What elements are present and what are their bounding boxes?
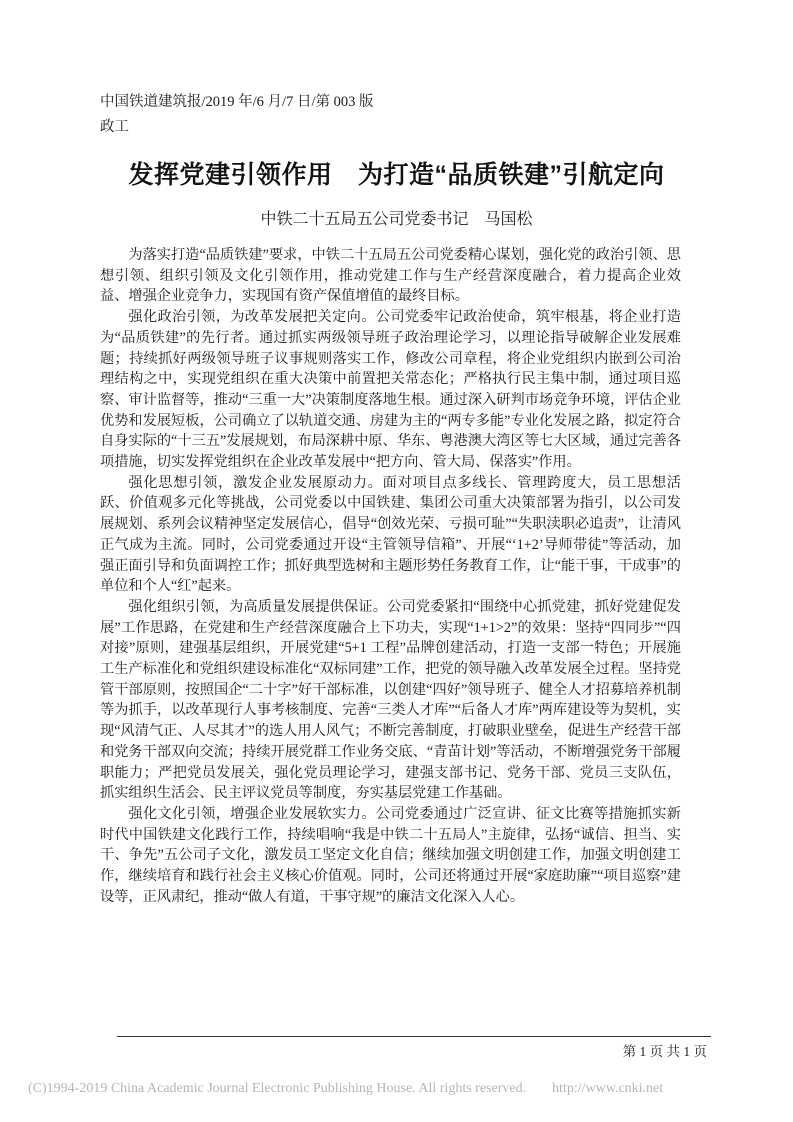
article-paragraph: 强化政治引领，为改革发展把关定向。公司党委牢记政治使命，筑牢根基，将企业打造为“品质铁建”的先行者。通过抓实两级领导班子政治理论学习，以理论指导破解企业发展难题；持续抓好两级领导班子议事规则落实工作，修改公司章程，将企业党组织内嵌到公司治理结构之中，实现党组织在重大决策中前置把关常态化；严格执行民主集中制，通过项目巡察、审计监督等，推动“三重一大”决策制度落地生根。通过深入研判市场竞争环境，评估企业优势和发展短板，公司确立了以轨道交通、房建为主的“两专多能”专业化发展之路，拟定符合自身实际的“十三五”发展规划，布局深耕中原、华东、粤港澳大湾区等七大区域，通过完善各项措施，切实发挥党组织在企业改革发展中“把方向、管大局、保落实”作用。 [100,309,681,471]
article-body [100,245,681,908]
publication-source-line: 中国铁道建筑报/2019 年/6 月/7 日/第 003 版 [100,94,374,110]
article-title: 发挥党建引领作用 为打造“品质铁建”引航定向 [128,161,665,189]
footer-divider [117,1036,711,1037]
article-paragraph: 强化组织引领，为高质量发展提供保证。公司党委紧扣“围绕中心抓党建，抓好党建促发展”工作思路，在党建和生产经营深度融合上下功夫，实现“1+1>2”的效果：坚持“四同步”“四对接”原则，建强基层组织，开展党建“5+1 工程”品牌创建活动，打造一支部一特色；开展施工生产标准化和党组织建设标准化“双标同建”工作，把党的领导融入改革发展全过程。坚持党管干部原则，按照国企“二十字”好干部标准，以创建“四好”领导班子、健全人才招募培养机制等为抓手，以改革现行人事考核制度、完善“三类人才库”“后备人才库”两库建设等为契机，实现“风清气正、人尽其才”的选人用人风气；不断完善制度，打破职业壁垒，促进生产经营干部和党务干部双向交流；持续开展党群工作业务交底、“青苗计划”等活动，不断增强党务干部履职能力；严把党员发展关，强化党员理论学习，建强支部书记、党务干部、党员三支队伍，抓实组织生活会、民主评议党员等制度，夯实基层党建工作基础。 [100,598,681,802]
copyright-text: (C)1994-2019 China Academic Journal Electronic Publishing House. All rights reserved. [28,1081,527,1096]
page-indicator: 第 1 页 共 1 页 [622,1044,707,1059]
article-paragraph: 为落实打造“品质铁建”要求，中铁二十五局五公司党委精心谋划，强化党的政治引领、思想引领、组织引领及文化引领作用，推动党建工作与生产经营深度融合，着力提高企业效益、增强企业竞争力，实现国有资产保值增值的最终目标。 [100,247,681,305]
publication-section: 政工 [100,119,129,135]
cnki-url: http://www.cnki.net [552,1081,664,1096]
copyright-watermark [28,1081,768,1097]
article-paragraph: 强化思想引领，激发企业发展原动力。面对项目点多线长、管理跨度大，员工思想活跃、价值观多元化等挑战，公司党委以中国铁建、集团公司重大决策部署为指引，以公司发展规划、系列会议精神坚定发展信心，倡导“创效光荣、亏损可耻”“失职渎职必追责”，让清风正气成为主流。同时，公司党委通过开设“主管领导信箱”、开展“‘1+2’导师带徒”等活动，加强正面引导和负面调控工作；抓好典型选树和主题形势任务教育工作，让“能干事，干成事”的单位和个人“红”起来。 [100,474,681,595]
document-header [100,90,374,140]
article-author: 中铁二十五局五公司党委书记 马国松 [260,211,533,228]
article-paragraph: 强化文化引领，增强企业发展软实力。公司党委通过广泛宣讲、征文比赛等措施抓实新时代中国铁建文化践行工作，持续唱响“我是中铁二十五局人”主旋律，弘扬“诚信、担当、实干、争先”五公司子文化，激发员工坚定文化自信；继续加强文明创建工作，加强文明创建工作，继续培育和践行社会主义核心价值观。同时，公司还将通过开展“家庭助廉”“项目巡察”建设等，正风肃纪，推动“做人有道，干事守规”的廉洁文化深入人心。 [100,805,681,905]
